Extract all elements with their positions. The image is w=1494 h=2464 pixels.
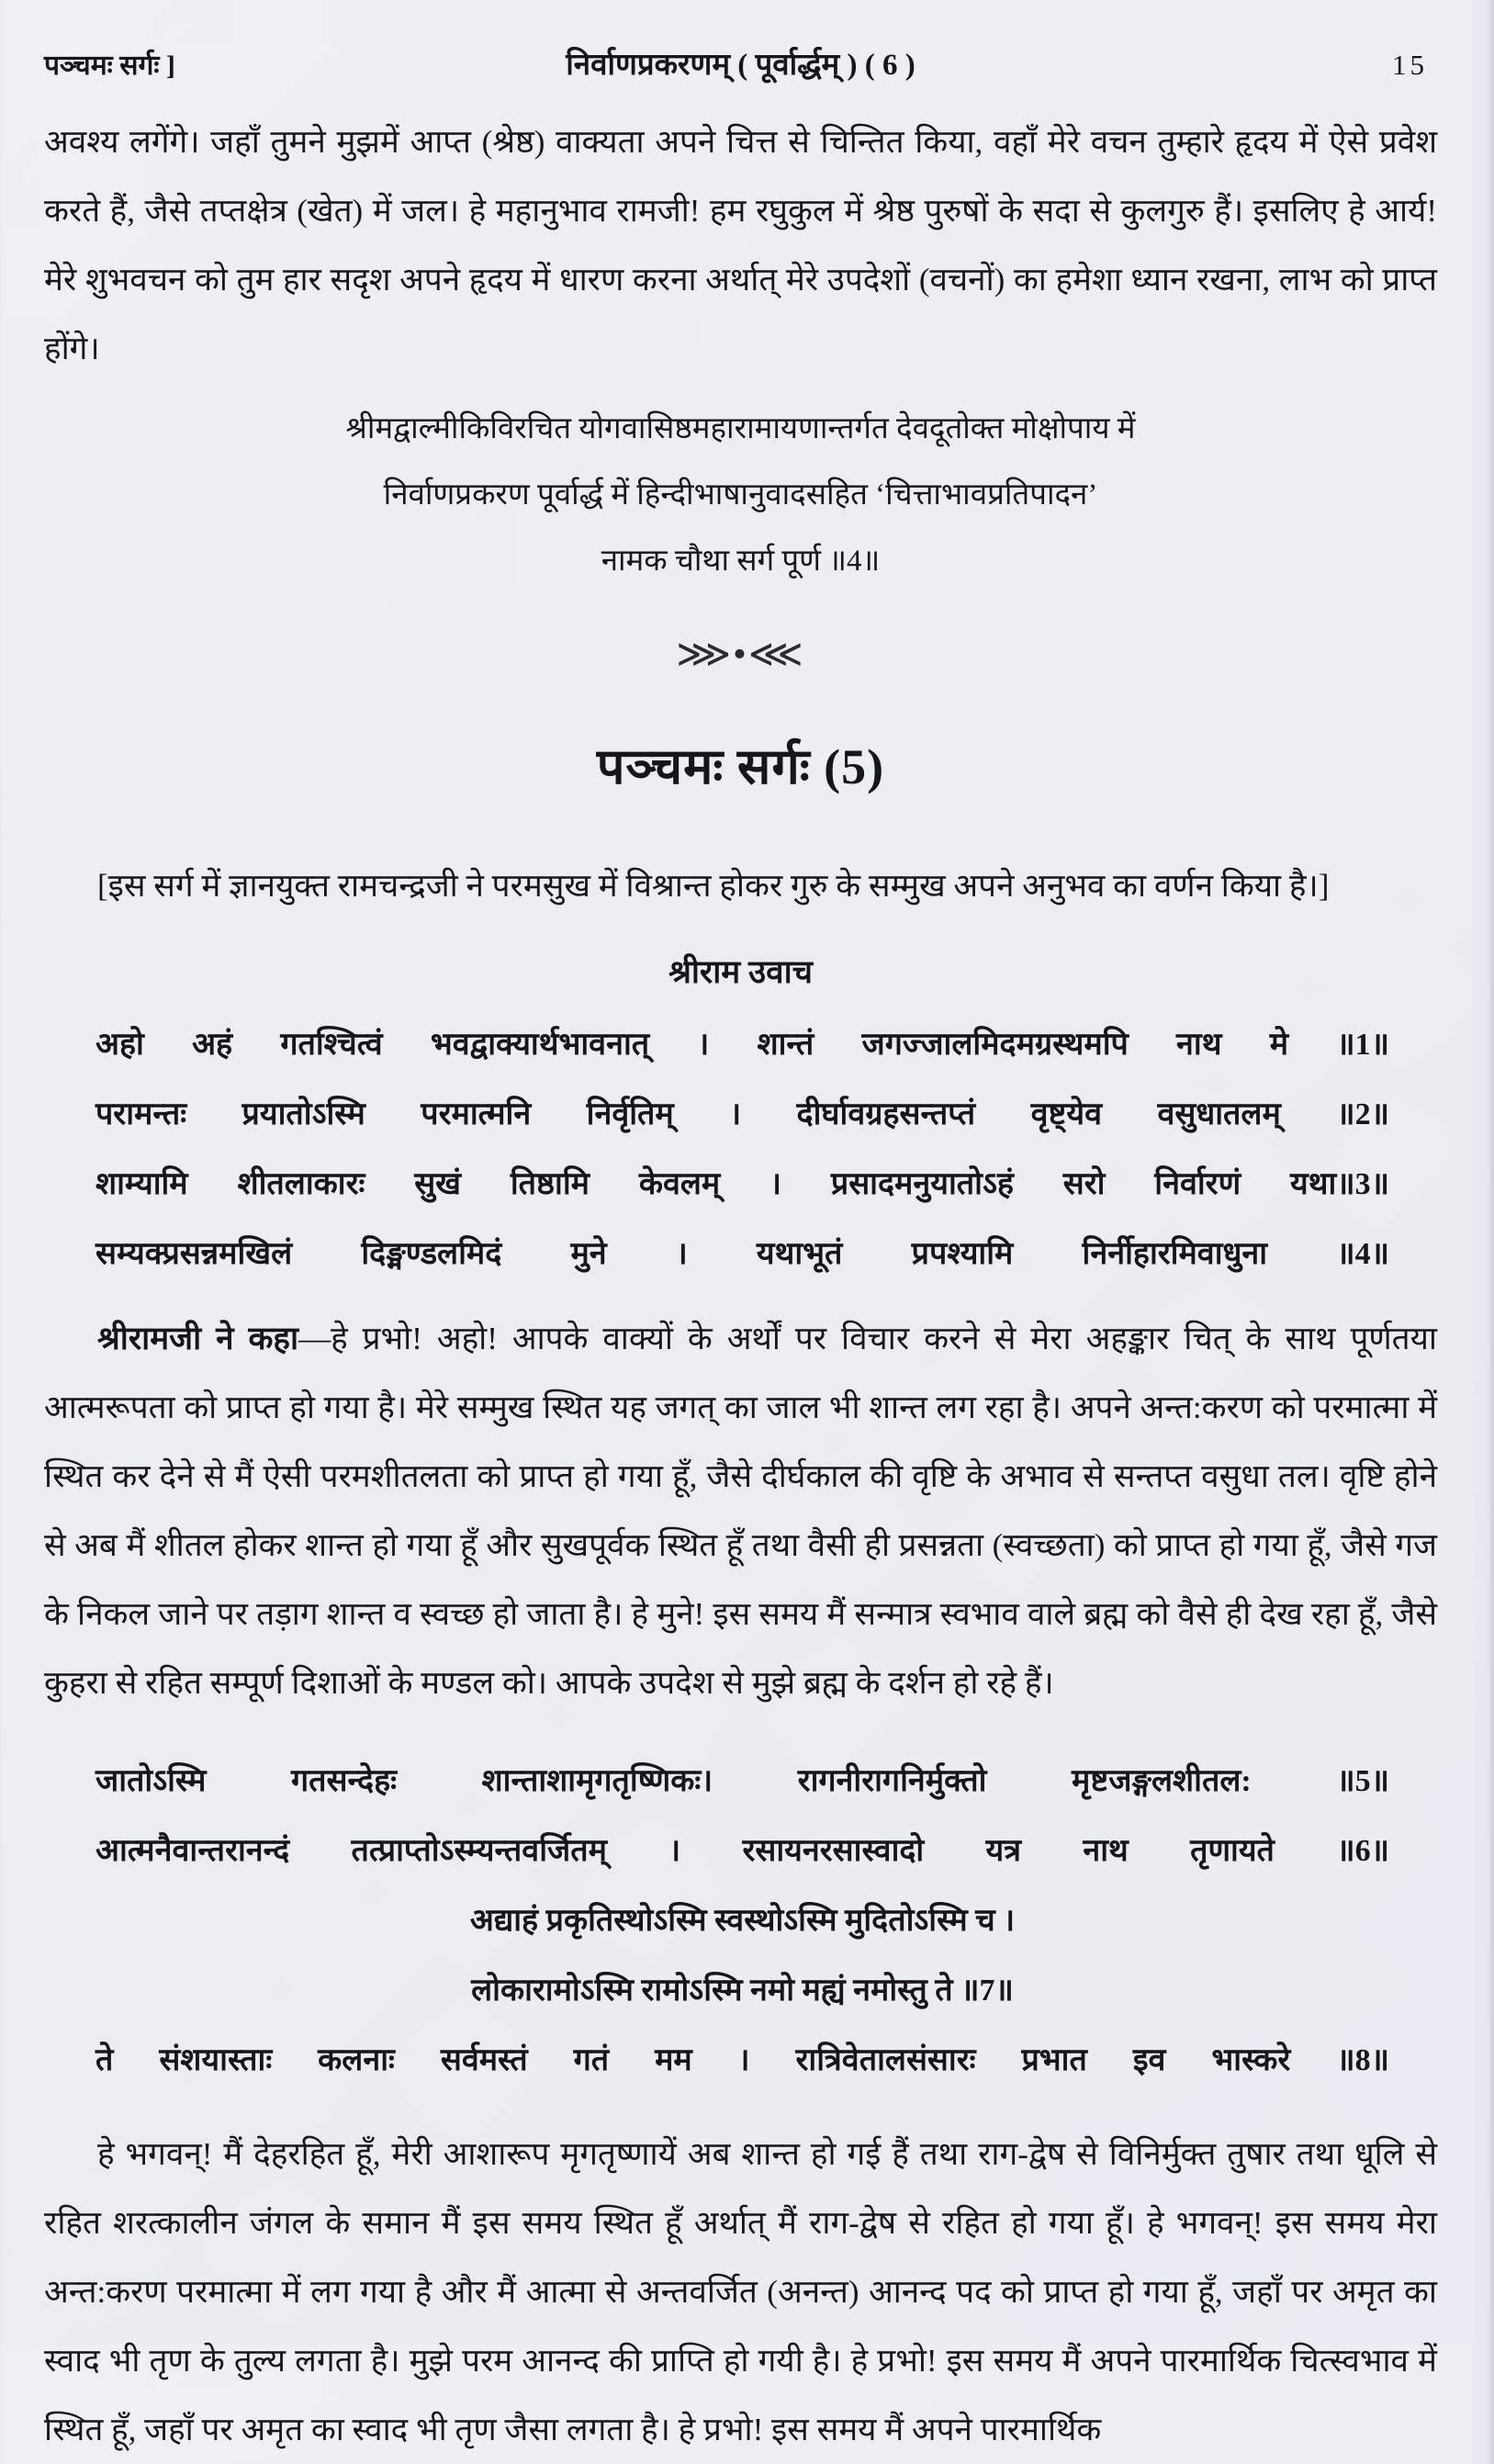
carryover-paragraph: अवश्य लगेंगे। जहाँ तुमने मुझमें आप्त (श्रेष्ठ) वाक्यता अपने चित्त से चिन्तित किया, वहाँ मेरे वचन तुम्हारे हृदय में ऐसे प्रवेश करते हैं, जैसे तप्तक्षेत्र (खेत) में जल। हे महानुभाव रामजी! हम रघुकुल में श्रेष्ठ पुरुषों के सदा से कुलगुरु हैं। इसलिए हे आर्य! मेरे शुभवचन को तुम हार सदृश अपने हृदय में धारण करना अर्थात् मेरे उपदेशों (वचनों) का हमेशा ध्यान रखना, लाभ को प्राप्त होंगे। bbox=[44, 124, 1437, 366]
shloka-verse-8: ते संशयास्ताः कलनाः सर्वमस्तं गतं मम । रात्रिवेतालसंसारः प्रभात इव भास्करे ॥8॥ bbox=[95, 2043, 1389, 2077]
speaker-line: श्रीराम उवाच bbox=[668, 954, 813, 990]
colophon-line: नामक चौथा सर्ग पूर्ण ॥4॥ bbox=[601, 545, 881, 578]
shloka-verse-7a: अद्याहं प्रकृतिस्थोऽस्मि स्वस्थोऽस्मि मुदितोऽस्मि च । bbox=[469, 1904, 1016, 1938]
colophon-line: निर्वाणप्रकरण पूर्वार्द्ध में हिन्दीभाषानुवादसहित ‘चित्ताभावप्रतिपादन’ bbox=[383, 478, 1098, 512]
shloka-verse-4: सम्यक्प्रसन्नमखिलं दिङ्मण्डलमिदं मुने । यथाभूतं प्रपश्यामि निर्नीहारमिवाधुना ॥4॥ bbox=[95, 1237, 1389, 1271]
running-header-left: पञ्चमः सर्गः ] bbox=[44, 51, 175, 81]
shloka-verse-7b: लोकारामोऽस्मि रामोऽस्मि नमो मह्यं नमोस्तु ते ॥7॥ bbox=[471, 1974, 1014, 2008]
spacer bbox=[44, 1289, 1437, 1304]
shloka-verse-6: आत्मनैवान्तरानन्दं तत्प्राप्तोऽस्म्यन्तवर्जितम् । रसायनरसास्वादो यत्र नाथ तृणायते ॥6॥ bbox=[95, 1834, 1389, 1868]
shloka-verse-5: जातोऽस्मि गतसन्देहः शान्ताशामृगतृष्णिकः। रागनीरागनिर्मुक्तो मृष्टजङ्गलशीतल: ॥5॥ bbox=[95, 1764, 1389, 1798]
commentary-paragraph-1 bbox=[44, 1304, 1437, 1717]
shloka-block-2 bbox=[44, 1747, 1437, 2096]
running-header-title: निर्वाणप्रकरणम् ( पूर्वार्द्धम् ) ( 6 ) bbox=[566, 49, 915, 82]
running-header bbox=[44, 42, 1437, 84]
spacer bbox=[44, 2096, 1437, 2120]
commentary-lead: श्रीरामजी ने कहा bbox=[97, 1321, 299, 1356]
chapter-colophon bbox=[44, 396, 1437, 594]
shloka-block-1 bbox=[44, 1010, 1437, 1289]
shloka-verse-3: शाम्यामि शीतलाकारः सुखं तिष्ठामि केवलम् । प्रसादमनुयातोऽहं सरो निर्वारणं यथा॥3॥ bbox=[95, 1167, 1389, 1201]
spacer bbox=[44, 1717, 1437, 1741]
shloka-verse-2: परामन्तः प्रयातोऽस्मि परमात्मनि निर्वृतिम् । दीर्घावग्रहसन्तप्तं वृष्ट्येव वसुधातलम् ॥2॥ bbox=[95, 1097, 1389, 1131]
colophon-line: श्रीमद्वाल्मीकिविरचित योगवासिष्ठमहारामायणान्तर्गत देवदूतोक्त मोक्षोपाय में bbox=[345, 412, 1136, 445]
page-number: 15 bbox=[1392, 49, 1428, 81]
chapter-intro-note: [इस सर्ग में ज्ञानयुक्त रामचन्द्रजी ने परमसुख में विश्रान्त होकर गुरु के सम्मुख अपने अनुभव का वर्णन किया है।] bbox=[97, 868, 1330, 904]
chapter-heading: पञ्चमः सर्गः (5) bbox=[596, 739, 885, 794]
shloka-verse-1: अहो अहं गतश्चित्वं भवद्वाक्यार्थभावनात् । शान्तं जगज्जालमिदमग्रस्थमपि नाथ मे ॥1॥ bbox=[95, 1028, 1389, 1062]
commentary-paragraph-2: हे भगवन्! मैं देहरहित हूँ, मेरी आशारूप मृगतृष्णायें अब शान्त हो गई हैं तथा राग-द्वेष से विनिर्मुक्त तुषार तथा धूलि से रहित शरत्कालीन जंगल के समान मैं इस समय स्थित हूँ अर्थात् मैं राग-द्वेष से रहित हो गया हूँ। हे भगवन्! इस समय मेरा अन्त:करण परमात्मा में लग गया है और मैं आत्मा से अन्तवर्जित (अनन्त) आनन्द पद को प्राप्त हो गया हूँ, जहाँ पर अमृत का स्वाद भी तृण के तुल्य लगता है। मुझे परम आनन्द की प्राप्ति हो गयी है। हे प्रभो! इस समय मैं अपने पारमार्थिक चित्स्वभाव में स्थित हूँ, जहाँ पर अमृत का स्वाद भी तृण जैसा लगता है। हे प्रभो! इस समय मैं अपने पारमार्थिक bbox=[44, 2136, 1437, 2447]
section-divider-ornament-icon: ⋙•⋘ bbox=[676, 634, 805, 676]
commentary-body: —हे प्रभो! अहो! आपके वाक्यों के अर्थों पर विचार करने से मेरा अहङ्कार चित् के साथ पूर्णतया आत्मरूपता को प्राप्त हो गया है। मेरे सम्मुख स्थित यह जगत् का जाल भी शान्त लग रहा है। अपने अन्त:करण को परमात्मा में स्थित कर देने से मैं ऐसी परमशीतलता को प्राप्त हो गया हूँ, जैसे दीर्घकाल की वृष्टि के अभाव से सन्तप्त वसुधा तल। वृष्टि होने से अब मैं शीतल होकर शान्त हो गया हूँ और सुखपूर्वक स्थित हूँ तथा वैसी ही प्रसन्नता (स्वच्छता) को प्राप्त हो गया हूँ, जैसे गज के निकल जाने पर तड़ाग शान्त व स्वच्छ हो जाता है। हे मुने! इस समय मैं सन्मात्र स्वभाव वाले ब्रह्म को वैसे ही देख रहा हूँ, जैसे कुहरा से रहित सम्पूर्ण दिशाओं के मण्डल को। आपके उपदेश से मुझे ब्रह्म के दर्शन हो रहे हैं। bbox=[44, 1321, 1437, 1701]
